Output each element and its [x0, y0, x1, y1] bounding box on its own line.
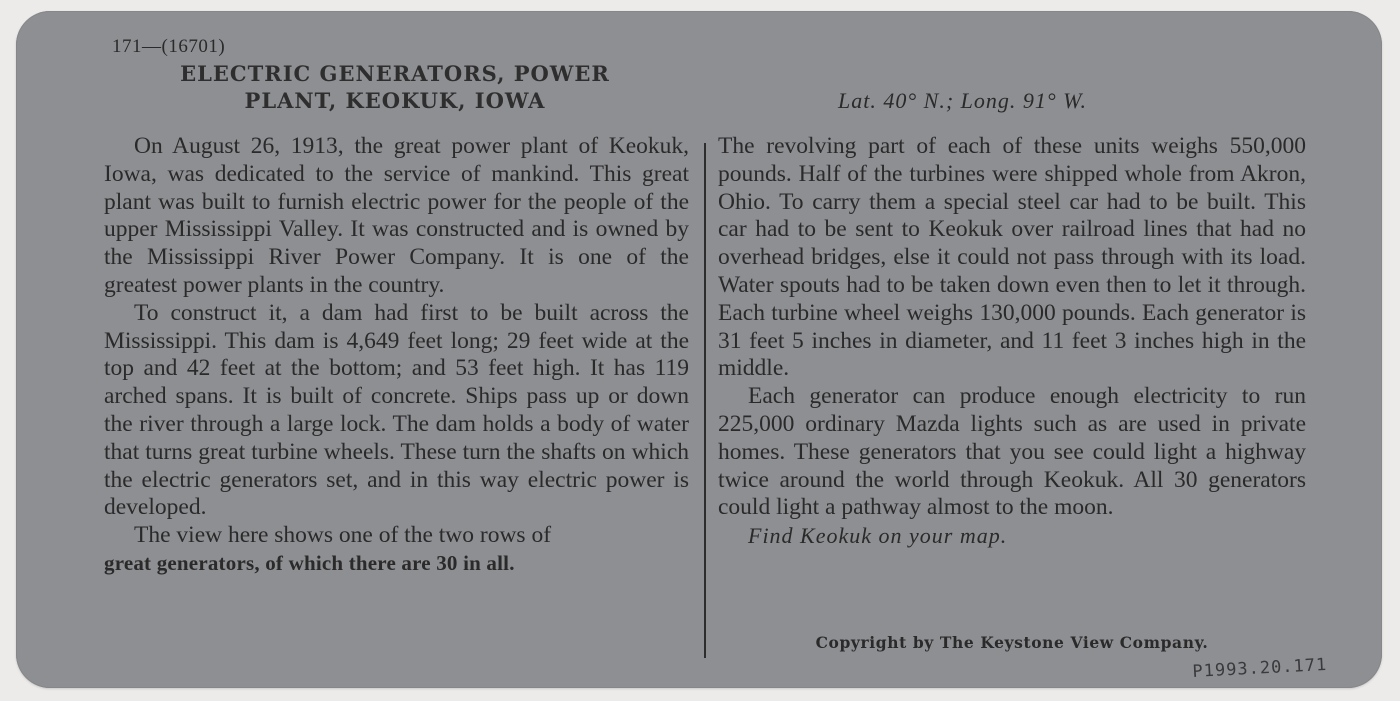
right-paragraph-2: Each generator can produce enough electricity to run 225,000 ordinary Mazda lights such as are used in private homes. These generators that you see could light a highway twice around the world through Keokuk. All 30 generators could light a pathway almost to the moon. [718, 383, 1306, 521]
right-paragraph-1: The revolving part of each of these units weighs 550,000 pounds. Half of the turbines were shipped whole from Akron, Ohio. To carry them a special steel car had to be built. This car had to be sent to Keokuk over railroad lines that had no overhead bridges, else it could not pass through with its load. Water spouts had to be taken down even then to let it through. Each turbine wheel weighs 130,000 pounds. Each generator is 31 feet 5 inches in diameter, and 11 feet 3 inches high in the middle. [718, 133, 1306, 382]
coordinates: Lat. 40° N.; Long. 91° W. [838, 88, 1087, 113]
catalog-number: 171—(16701) [112, 36, 226, 57]
title-line-1: ELECTRIC GENERATORS, POWER [180, 61, 610, 86]
left-text-column [104, 133, 689, 578]
map-note: Find Keokuk on your map. [748, 523, 1008, 549]
left-paragraph-1: On August 26, 1913, the great power plant of Keokuk, Iowa, was dedicated to the service of mankind. This great plant was built to furnish electric power for the people of the upper Mississippi Valley. It was constructed and is owned by the Mississippi River Power Company. It is one of the greatest power plants in the country. [104, 133, 689, 298]
title-line-2: PLANT, KEOKUK, IOWA [244, 88, 546, 113]
left-paragraph-3 [104, 522, 689, 550]
column-divider [704, 143, 706, 658]
left-paragraph-3-bold: great generators, of which there are 30 in all. [104, 550, 515, 575]
right-text-column [718, 133, 1306, 550]
left-paragraph-2: To construct it, a dam had first to be built across the Mississippi. This dam is 4,649 feet long; 29 feet wide at the top and 42 feet at the bottom; and 53 feet high. It has 119 arched spans. It is built of concrete. Ships pass up or down the river through a large lock. The dam holds a body of water that turns great turbine wheels. These turn the shafts on which the electric generators set, and in this way electric power is developed. [104, 299, 689, 521]
copyright-line: Copyright by The Keystone View Company. [815, 633, 1209, 652]
accession-number: P1993.20.171 [1192, 654, 1328, 682]
card-title [100, 60, 690, 114]
left-paragraph-3-start: The view here shows one of the two rows of [134, 522, 552, 549]
